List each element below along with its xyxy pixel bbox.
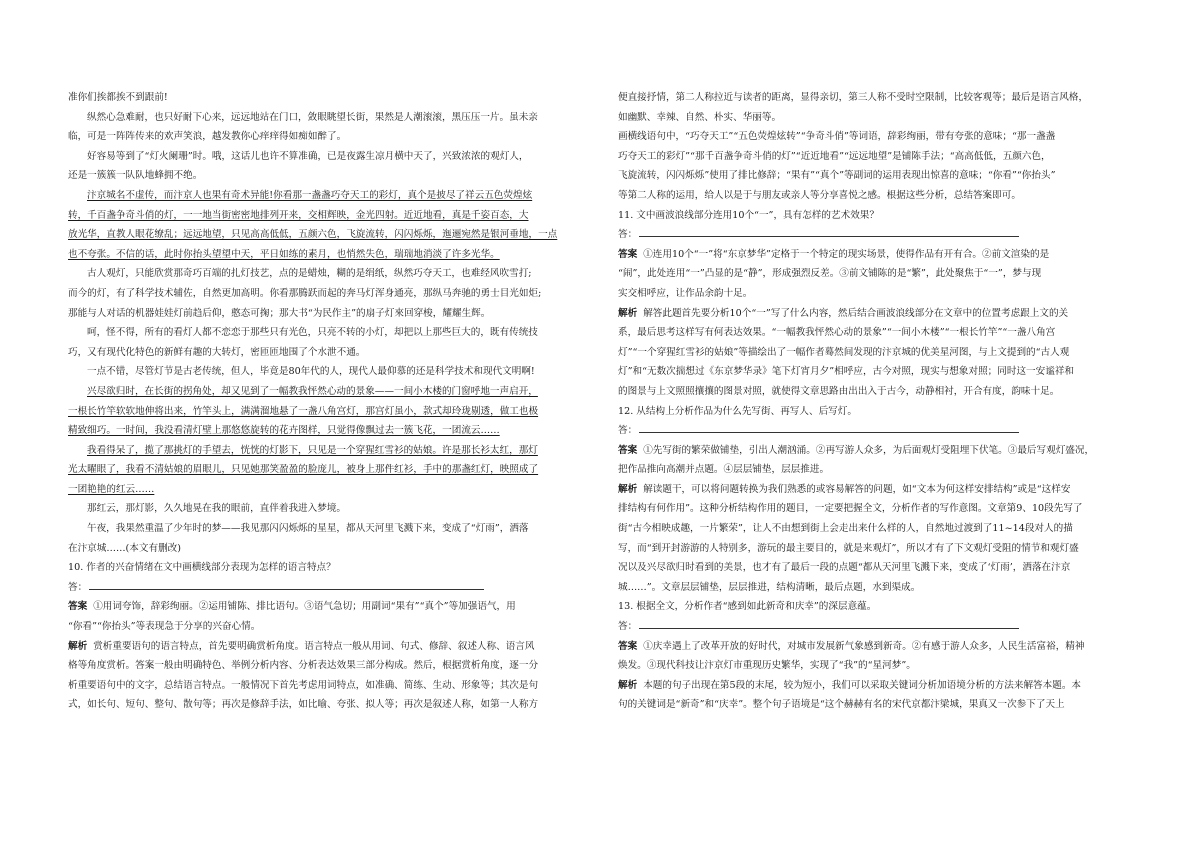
answer-line: 实交相呼应，让作品余韵十足。 (618, 287, 753, 299)
answer-blank (639, 421, 1019, 433)
analysis-line: 析重要语句中的文字，总结语言特点。一般情况下首先考虑用词特点，如准确、简练、生动、形象等；其次是句 (68, 679, 539, 691)
analysis-line: 解析 解读题干，可以将问题转换为我们熟悉的或容易解答的问题，如“文本为何这样安排结构”或是“这样安 (618, 483, 1071, 495)
question-10: 10. 作者的兴奋情绪在文中画横线部分表现为怎样的语言特点？ (68, 562, 336, 574)
text-line: 午夜，我果然重温了少年时的梦——我见那闪闪烁烁的星星，都从天河里飞溅下来，变成了“灯雨”，洒落 (87, 523, 529, 535)
analysis-line: 如幽默、幸辣、自然、朴实、华丽等。 (618, 111, 782, 123)
analysis-label: 解析 (618, 679, 638, 691)
text-line: 临，可是一阵阵传来的欢声笑浪，越发教你心痒痒得如痴如醉了。 (68, 131, 347, 143)
analysis-line: 灯”和“无数次揣想过《东京梦华录》笔下灯宵月夕”相呼应，古今对照，现实与想象对照；同时这一安谧祥和 (618, 366, 1075, 378)
analysis-line: 等第二人称的运用，给人以是于与朋友或亲人等分享喜悦之感。根据这些分析，总结答案即可。 (618, 189, 1021, 201)
answer-line: 答案 ①用词夸饰，辞彩绚丽。②运用铺陈、排比语句。③语气急切；用副词“果有”“真个”等加强语气，用 (68, 601, 516, 613)
analysis-line: 画横线语句中，“巧夺天工”“五色荧煌炫转”“争奇斗俏”等词语，辞彩绚丽，带有夸张的意味；“那一盏盏 (618, 131, 1056, 143)
answer-prompt: 答： (618, 225, 1138, 245)
answer-line: 焕发。③现代科技让汴京灯市重现历史繁华，实现了“我”的“星河梦”。 (618, 660, 916, 672)
answer-blank (639, 225, 1019, 237)
wavy-line: 一团艳艳的红云…… (68, 483, 155, 495)
analysis-line: 便直接抒情，第二人称拉近与读者的距离，显得亲切，第三人称不受时空限制，比较客观等；最后是语言风格， (618, 92, 1089, 103)
analysis-label: 解析 (618, 307, 638, 319)
text-line: 准你们挨都挨不到跟前! (68, 92, 168, 103)
text-line: 一点不错，尽管灯节是古老传统，但人，毕竟是80年代的人，现代人最仰慕的还是科学技术和现代文明啊! (87, 366, 535, 378)
analysis-line: 排结构有何作用”。这种分析结构作用的题目，一定要把握全文，分析作者的写作意图。文章第9、10段先写了 (618, 503, 1083, 515)
question-12: 12. 从结构上分析作品为什么先写街、再写人、后写灯。 (618, 405, 857, 417)
analysis-line: 式，如长句、短句、整句、散句等；再次是修辞手法，如比喻、夸张、拟人等；再次是叙述人称，如第一人称方 (68, 699, 539, 711)
analysis-line: 的图景与上文照照攘攘的图景对照，就使得文章思路由出出入于古今，动静相衬，开合有度，韵味十足。 (618, 385, 1060, 397)
text-line: 纵然心急难耐，也只好耐下心来，远远地站在门口，敛眼眺望长街，果然是人潮滚滚，黑压压一片。虽未亲 (87, 111, 538, 123)
text-line: 好容易等到了“灯火阑珊”时。哦，这话儿也许不算准确，已是夜露生凉月横中天了，兴致浓浓的观灯人， (87, 150, 529, 162)
analysis-line: 解析 解答此题首先要分析10个“一”写了什么内容，然后结合画波浪线部分在文章中的位置考虑跟上文的关 (618, 307, 1069, 319)
underlined-line: 也不夸张。不信的话，此时你抬头望望中天，平日如练的素月，也悄然失色，瑞瑞地消淡了许多光华。 (68, 248, 500, 260)
answer-blank (89, 578, 484, 590)
underlined-line: 汴京城名不虚传，而汴京人也果有奇术异能!你看那一盏盏巧夺天工的彩灯，真个是披尽了祥云五色荧煌炫 (87, 189, 533, 201)
question-13: 13. 根据全文，分析作者“感到如此新奇和庆幸”的深层意蕴。 (618, 601, 877, 613)
text-line: 还是一簇簇一队队地蜂拥不绝。 (68, 170, 203, 182)
analysis-line: 街“古今相映成趣，一片繁荣”，让人不由想到街上会走出来什么样的人，自然地过渡到了11~14段对人的描 (618, 523, 1073, 535)
wavy-line: 一根长竹竿软软地伸将出来，竹竿头上，满满溜地悬了一盏八角宫灯，那宫灯虽小，款式却玲珑剔透，做工也极 (68, 405, 539, 417)
analysis-line: 巧夺天工的彩灯”“那千百盏争奇斗俏的灯”“近近地看”“远远地望”是铺陈手法；“高高低低，五颜六色， (618, 150, 1051, 162)
analysis-line: 解析 本题的句子出现在第5段的末尾，较为短小，我们可以采取关键词分析加语境分析的方法来解答本题。本 (618, 679, 1082, 691)
wavy-line: 我看得呆了，揽了那挑灯的手望去，恍恍的灯影下，只见是一个穿猩红雪衫的姑娘。许是那长衫太红，那灯 (87, 444, 538, 456)
analysis-line: 灯”“一个穿猩红雪衫的姑娘”等描绘出了一幅作者蓦然间发现的汴京城的优美星河图，与上文提到的“古人观 (618, 346, 1070, 358)
text-line: 那能与人对话的机器娃娃灯前趋后仰，憨态可掬；那大书“为民作主”的扇子灯來回穿梭，耀耀生辉。 (68, 307, 491, 319)
answer-label: 答案 (618, 444, 638, 456)
analysis-line: 格等角度赏析。答案一般由明确特色、举例分析内容、分析表达效果三部分构成。然后，根据赏析角度，逐一分 (68, 660, 539, 672)
underlined-line: 放光华，直教人眼花缭乱；远远地望，只见高高低低，五颜六色，飞旋流转，闪闪烁烁，迤逦宛然是银河垂地，一点 (68, 229, 558, 241)
analysis-line: 系，最后思考这样写有何表达效果。“一幅教我怦然心动的景象”“一间小木楼”“一根长竹竿”“一盏八角宫 (618, 327, 1056, 339)
answer-label: 答案 (618, 248, 638, 260)
answer-label: 答案 (68, 601, 88, 613)
analysis-line: 句的关键词是“新奇”和“庆幸”。整个句子语境是“这个赫赫有名的宋代京都汴梁城，果真又一次参下了天上 (618, 699, 1065, 711)
right-column (618, 88, 1138, 715)
analysis-line: 况以及兴尽欲归时看到的美景，也才有了最后一段的点题“都从天河里飞溅下来，变成了‘灯雨’，洒落在汴京 (618, 562, 1071, 574)
question-11: 11. 文中画波浪线部分连用10个“一”，具有怎样的艺术效果？ (618, 209, 879, 221)
analysis-line: 飞旋流转，闪闪烁烁”使用了排比修辞；“果有”“真个”等副词的运用表现出惊喜的意味；“你看”“你抬头” (618, 170, 1056, 182)
analysis-label: 解析 (618, 483, 638, 495)
text-line: 呵，怪不得，所有的看灯人都不恋恋于那些只有光色，只亮不转的小灯，却把以上那些巨大的，既有传统技 (87, 327, 538, 339)
text-line: 在汴京城……(本文有删改) (68, 542, 182, 554)
answer-blank (639, 617, 1019, 629)
analysis-line: 写，而“到开封游游的人特别多，游玩的最主要目的，就是来观灯”，所以才有了下文观灯受阻的情节和观灯盛 (618, 542, 1079, 554)
wavy-line: 光太曜眼了，我看不清姑娘的眉眼儿，只见她那笑盈盈的脸庞儿，被身上那件红衫，手中的那盏红灯，映照成了 (68, 464, 539, 476)
text-line: 而今的灯，有了科学技术辅佐，自然更加高明。你看那腾跃而起的奔马灯浑身通亮，那纵马奔驰的勇士目光如炬; (68, 287, 542, 299)
analysis-line: 解析 赏析重要语句的语言特点，首先要明确赏析角度。语言特点一般从用词、句式、修辞、叙述人称、语言风 (68, 640, 535, 652)
wavy-line: 兴尽欲归时，在长街的拐角处，却又见到了一幅教我怦然心动的景象——一间小木楼的门窗呼地一声启开， (87, 385, 538, 397)
underlined-line: 转，千百盏争奇斗俏的灯，一一地当街密密地排列开来，交相辉映，金光四射。近近地看，真是千姿百态，大 (68, 209, 529, 221)
answer-line: 答案 ①先写街的繁荣做铺垫，引出人潮汹涌。②再写游人众多，为后面观灯受阻埋下伏笔。③最后写观灯盛况， (618, 444, 1095, 456)
answer-prompt: 答： (618, 421, 1138, 441)
text-line: 巧，又有现代化特色的新鲜有趣的大转灯，密匝匝地围了个水泄不通。 (68, 346, 366, 358)
analysis-line: 城……”。文章层层铺垫，层层推进，结构清晰，最后点题，水到渠成。 (618, 581, 921, 593)
answer-line: 把作品推向高潮并点题。④层层铺垫，层层推进。 (618, 464, 830, 476)
text-line: 那红云，那灯影，久久地晃在我的眼前，直伴着我进入梦境。 (87, 503, 347, 515)
wavy-line: 精致细巧。一时间，我没看清灯壁上那悠悠旋转的花卉图样，只觉得像飘过去一簇飞花，一团流云…… (68, 425, 500, 437)
text-line: 古人观灯，只能欣赏那奇巧百端的扎灯技艺，点的是蜡烛，糊的是绢纸，纵然巧夺天工，也难经风吹雪打; (87, 268, 532, 280)
answer-line: 答案 ①连用10个“一”将“东京梦华”定格于一个特定的现实场景，使得作品有开有合。②前文渲染的是 (618, 248, 1050, 260)
left-column (68, 88, 588, 715)
answer-line: “你看”“你抬头”等表现急于分享的兴奋心情。 (68, 621, 261, 633)
answer-prompt: 答： (618, 617, 1138, 637)
answer-label: 答案 (618, 640, 638, 652)
answer-line: 答案 ①庆幸遇上了改革开放的好时代，对城市发展新气象感到新奇。②有感于游人众多，人民生活富裕，精神 (618, 640, 1085, 652)
answer-prompt: 答： (68, 578, 588, 598)
answer-line: “闹”，此处连用“一”凸显的是“静”，形成强烈反差。③前文铺陈的是“繁”，此处聚焦于“一”，梦与现 (618, 268, 1042, 280)
analysis-label: 解析 (68, 640, 88, 652)
